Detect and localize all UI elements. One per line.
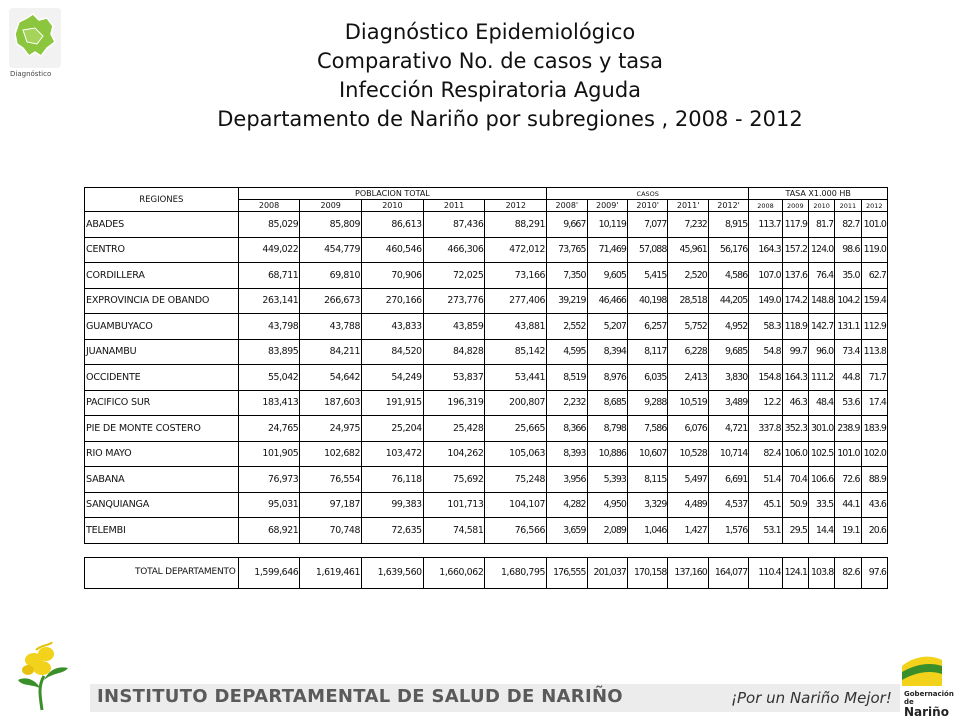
population-cell: 454,779 — [300, 237, 362, 263]
cases-year-header: 2009' — [587, 200, 627, 212]
population-cell: 187,603 — [300, 390, 362, 416]
rate-cell: 106.0 — [782, 441, 808, 467]
cases-cell: 28,518 — [668, 288, 708, 314]
gobernacion-text — [904, 690, 954, 719]
population-cell: 43,859 — [423, 314, 485, 340]
cases-cell: 7,350 — [547, 263, 587, 289]
population-cell: 76,554 — [300, 467, 362, 493]
cases-cell: 5,415 — [627, 263, 667, 289]
rate-cell: 82.7 — [835, 212, 861, 238]
rate-cell: 29.5 — [782, 518, 808, 544]
cases-cell: 39,219 — [547, 288, 587, 314]
population-cell: 105,063 — [485, 441, 547, 467]
cases-cell: 7,077 — [627, 212, 667, 238]
rate-cell: 98.6 — [835, 237, 861, 263]
population-cell: 70,906 — [362, 263, 424, 289]
region-name-cell: TELEMBI — [85, 518, 239, 544]
population-cell: 449,022 — [238, 237, 300, 263]
cases-cell: 1,576 — [708, 518, 748, 544]
population-cell: 196,319 — [423, 390, 485, 416]
population-year-header: 2008 — [238, 200, 300, 212]
cases-cell: 1,046 — [627, 518, 667, 544]
population-cell: 460,546 — [362, 237, 424, 263]
rate-cell: 70.4 — [782, 467, 808, 493]
rate-cell: 102.0 — [861, 441, 887, 467]
cases-cell: 56,176 — [708, 237, 748, 263]
rate-cell: 101.0 — [835, 441, 861, 467]
cases-cell: 176,555 — [547, 557, 587, 588]
cases-cell: 3,956 — [547, 467, 587, 493]
total-row — [85, 557, 888, 588]
rate-cell: 149.0 — [749, 288, 782, 314]
population-cell: 75,248 — [485, 467, 547, 493]
rate-year-header: 2011 — [835, 200, 861, 212]
cases-cell: 8,519 — [547, 365, 587, 391]
rate-cell: 159.4 — [861, 288, 887, 314]
population-cell: 25,665 — [485, 416, 547, 442]
population-cell: 24,975 — [300, 416, 362, 442]
cases-cell: 46,466 — [587, 288, 627, 314]
slogan: ¡Por un Nariño Mejor! — [731, 689, 892, 707]
cases-year-header: 2011' — [668, 200, 708, 212]
region-name-cell: EXPROVINCIA DE OBANDO — [85, 288, 239, 314]
region-name-cell: SABANA — [85, 467, 239, 493]
population-cell: 95,031 — [238, 492, 300, 518]
map-icon — [9, 8, 61, 68]
page-title — [100, 18, 880, 134]
population-year-header: 2009 — [300, 200, 362, 212]
population-cell: 43,881 — [485, 314, 547, 340]
population-cell: 277,406 — [485, 288, 547, 314]
cases-cell: 40,198 — [627, 288, 667, 314]
population-cell: 97,187 — [300, 492, 362, 518]
rate-cell: 82.4 — [749, 441, 782, 467]
rate-cell: 20.6 — [861, 518, 887, 544]
table-row — [85, 441, 888, 467]
rate-cell: 104.2 — [835, 288, 861, 314]
rate-cell: 76.4 — [808, 263, 834, 289]
institution-name: INSTITUTO DEPARTAMENTAL DE SALUD DE NARIÑO — [97, 686, 623, 707]
cases-cell: 4,282 — [547, 492, 587, 518]
title-line-2: Comparativo No. de casos y tasa — [317, 49, 663, 73]
region-name-cell: PACIFICO SUR — [85, 390, 239, 416]
cases-cell: 9,667 — [547, 212, 587, 238]
rate-cell: 43.6 — [861, 492, 887, 518]
table-row — [85, 390, 888, 416]
cases-cell: 9,605 — [587, 263, 627, 289]
population-cell: 69,810 — [300, 263, 362, 289]
cases-cell: 45,961 — [668, 237, 708, 263]
population-cell: 87,436 — [423, 212, 485, 238]
rate-cell: 148.8 — [808, 288, 834, 314]
population-cell: 85,142 — [485, 339, 547, 365]
institute-flower-logo — [14, 640, 72, 712]
rate-cell: 50.9 — [782, 492, 808, 518]
rate-cell: 53.1 — [749, 518, 782, 544]
population-cell: 76,118 — [362, 467, 424, 493]
region-name-cell: RIO MAYO — [85, 441, 239, 467]
gobernacion-icon — [898, 650, 946, 690]
ira-table-container — [84, 187, 888, 589]
rate-cell: 44.8 — [835, 365, 861, 391]
rate-cell: 238.9 — [835, 416, 861, 442]
rate-cell: 12.2 — [749, 390, 782, 416]
population-cell: 99,383 — [362, 492, 424, 518]
cases-cell: 57,088 — [627, 237, 667, 263]
cases-cell: 6,076 — [668, 416, 708, 442]
rate-cell: 17.4 — [861, 390, 887, 416]
population-cell: 54,642 — [300, 365, 362, 391]
population-cell: 85,809 — [300, 212, 362, 238]
population-cell: 101,905 — [238, 441, 300, 467]
rate-cell: 33.5 — [808, 492, 834, 518]
cases-cell: 8,685 — [587, 390, 627, 416]
cases-cell: 6,035 — [627, 365, 667, 391]
logo-caption: Diagnóstico — [10, 70, 52, 78]
population-cell: 54,249 — [362, 365, 424, 391]
cases-cell: 5,393 — [587, 467, 627, 493]
rate-cell: 35.0 — [835, 263, 861, 289]
rate-cell: 54.8 — [749, 339, 782, 365]
table-group-header-row — [85, 188, 888, 200]
table-row — [85, 467, 888, 493]
population-cell: 1,639,560 — [362, 557, 424, 588]
population-cell: 1,660,062 — [423, 557, 485, 588]
cases-cell: 2,089 — [587, 518, 627, 544]
rate-cell: 119.0 — [861, 237, 887, 263]
population-cell: 53,837 — [423, 365, 485, 391]
title-line-1: Diagnóstico Epidemiológico — [344, 20, 636, 44]
rate-cell: 99.7 — [782, 339, 808, 365]
population-cell: 266,673 — [300, 288, 362, 314]
rate-cell: 14.4 — [808, 518, 834, 544]
population-cell: 466,306 — [423, 237, 485, 263]
rate-cell: 46.3 — [782, 390, 808, 416]
cases-cell: 3,489 — [708, 390, 748, 416]
rate-cell: 62.7 — [861, 263, 887, 289]
cases-cell: 10,886 — [587, 441, 627, 467]
cases-cell: 137,160 — [668, 557, 708, 588]
cases-cell: 6,228 — [668, 339, 708, 365]
population-cell: 83,895 — [238, 339, 300, 365]
population-cell: 76,566 — [485, 518, 547, 544]
population-cell: 55,042 — [238, 365, 300, 391]
population-cell: 85,029 — [238, 212, 300, 238]
cases-cell: 2,552 — [547, 314, 587, 340]
spacer-row — [85, 543, 888, 557]
population-year-header: 2010 — [362, 200, 424, 212]
population-cell: 104,262 — [423, 441, 485, 467]
gobernacion-small: Gobernación de — [904, 690, 954, 706]
cases-cell: 8,366 — [547, 416, 587, 442]
table-body — [85, 212, 888, 589]
rate-cell: 113.8 — [861, 339, 887, 365]
population-cell: 101,713 — [423, 492, 485, 518]
rate-cell: 137.6 — [782, 263, 808, 289]
cases-cell: 10,607 — [627, 441, 667, 467]
cases-cell: 164,077 — [708, 557, 748, 588]
population-cell: 73,166 — [485, 263, 547, 289]
rate-cell: 157.2 — [782, 237, 808, 263]
population-year-header: 2011 — [423, 200, 485, 212]
cases-cell: 10,119 — [587, 212, 627, 238]
population-cell: 104,107 — [485, 492, 547, 518]
rate-cell: 88.9 — [861, 467, 887, 493]
rate-cell: 45.1 — [749, 492, 782, 518]
population-cell: 86,613 — [362, 212, 424, 238]
region-name-cell: TOTAL DEPARTAMENTO — [85, 557, 239, 588]
table-row — [85, 314, 888, 340]
table-row — [85, 237, 888, 263]
population-cell: 88,291 — [485, 212, 547, 238]
rate-cell: 164.3 — [749, 237, 782, 263]
rate-cell: 81.7 — [808, 212, 834, 238]
rate-cell: 106.6 — [808, 467, 834, 493]
flower-icon — [14, 640, 72, 712]
rate-cell: 124.1 — [782, 557, 808, 588]
cases-cell: 170,158 — [627, 557, 667, 588]
population-cell: 53,441 — [485, 365, 547, 391]
population-cell: 74,581 — [423, 518, 485, 544]
population-year-header: 2012 — [485, 200, 547, 212]
population-cell: 43,788 — [300, 314, 362, 340]
population-cell: 200,807 — [485, 390, 547, 416]
cases-cell: 9,288 — [627, 390, 667, 416]
rate-cell: 301.0 — [808, 416, 834, 442]
title-line-3: Infección Respiratoria Aguda — [338, 78, 642, 102]
rate-cell: 101.0 — [861, 212, 887, 238]
region-name-cell: GUAMBUYACO — [85, 314, 239, 340]
population-cell: 263,141 — [238, 288, 300, 314]
population-cell: 472,012 — [485, 237, 547, 263]
ira-data-table — [84, 187, 888, 589]
table-row — [85, 416, 888, 442]
region-name-cell: JUANAMBU — [85, 339, 239, 365]
rate-cell: 142.7 — [808, 314, 834, 340]
cases-cell: 4,721 — [708, 416, 748, 442]
rate-cell: 113.7 — [749, 212, 782, 238]
table-row — [85, 339, 888, 365]
region-name-cell: OCCIDENTE — [85, 365, 239, 391]
population-cell: 270,166 — [362, 288, 424, 314]
population-cell: 68,921 — [238, 518, 300, 544]
population-cell: 1,619,461 — [300, 557, 362, 588]
gobernacion-big: Nariño — [904, 705, 949, 719]
population-cell: 76,973 — [238, 467, 300, 493]
cases-cell: 44,205 — [708, 288, 748, 314]
rate-cell: 112.9 — [861, 314, 887, 340]
rate-cell: 131.1 — [835, 314, 861, 340]
cases-cell: 5,207 — [587, 314, 627, 340]
cases-header: CASOS — [547, 188, 749, 200]
rate-cell: 352.3 — [782, 416, 808, 442]
cases-cell: 4,952 — [708, 314, 748, 340]
cases-cell: 10,528 — [668, 441, 708, 467]
cases-cell: 6,257 — [627, 314, 667, 340]
table-row — [85, 263, 888, 289]
region-name-cell: PIE DE MONTE COSTERO — [85, 416, 239, 442]
population-cell: 102,682 — [300, 441, 362, 467]
cases-cell: 10,714 — [708, 441, 748, 467]
population-header: POBLACION TOTAL — [238, 188, 546, 200]
rate-cell: 102.5 — [808, 441, 834, 467]
table-row — [85, 492, 888, 518]
rate-cell: 19.1 — [835, 518, 861, 544]
cases-cell: 2,413 — [668, 365, 708, 391]
cases-year-header: 2008' — [547, 200, 587, 212]
rate-cell: 97.6 — [861, 557, 887, 588]
rate-cell: 72.6 — [835, 467, 861, 493]
rate-cell: 154.8 — [749, 365, 782, 391]
table-row — [85, 518, 888, 544]
cases-cell: 4,595 — [547, 339, 587, 365]
rate-cell: 183.9 — [861, 416, 887, 442]
rate-year-header: 2010 — [808, 200, 834, 212]
cases-cell: 71,469 — [587, 237, 627, 263]
population-cell: 84,520 — [362, 339, 424, 365]
regions-header: REGIONES — [85, 188, 239, 212]
population-cell: 273,776 — [423, 288, 485, 314]
rate-cell: 117.9 — [782, 212, 808, 238]
cases-cell: 8,393 — [547, 441, 587, 467]
rate-cell: 58.3 — [749, 314, 782, 340]
table-row — [85, 212, 888, 238]
table-row — [85, 288, 888, 314]
population-cell: 191,915 — [362, 390, 424, 416]
cases-cell: 2,232 — [547, 390, 587, 416]
population-cell: 84,828 — [423, 339, 485, 365]
rate-header: TASA X1.000 HB — [749, 188, 888, 200]
cases-cell: 4,489 — [668, 492, 708, 518]
rate-year-header: 2012 — [861, 200, 887, 212]
rate-cell: 71.7 — [861, 365, 887, 391]
rate-cell: 103.8 — [808, 557, 834, 588]
rate-cell: 107.0 — [749, 263, 782, 289]
population-cell: 68,711 — [238, 263, 300, 289]
rate-cell: 96.0 — [808, 339, 834, 365]
cases-cell: 8,798 — [587, 416, 627, 442]
rate-cell: 124.0 — [808, 237, 834, 263]
region-name-cell: CENTRO — [85, 237, 239, 263]
rate-cell: 73.4 — [835, 339, 861, 365]
population-cell: 103,472 — [362, 441, 424, 467]
cases-year-header: 2012' — [708, 200, 748, 212]
population-cell: 72,025 — [423, 263, 485, 289]
rate-cell: 110.4 — [749, 557, 782, 588]
cases-cell: 73,765 — [547, 237, 587, 263]
population-cell: 25,204 — [362, 416, 424, 442]
rate-cell: 118.9 — [782, 314, 808, 340]
rate-cell: 51.4 — [749, 467, 782, 493]
cases-cell: 8,915 — [708, 212, 748, 238]
rate-cell: 44.1 — [835, 492, 861, 518]
rate-cell: 111.2 — [808, 365, 834, 391]
population-cell: 70,748 — [300, 518, 362, 544]
cases-cell: 8,115 — [627, 467, 667, 493]
rate-cell: 48.4 — [808, 390, 834, 416]
cases-cell: 7,232 — [668, 212, 708, 238]
population-cell: 43,833 — [362, 314, 424, 340]
cases-cell: 3,329 — [627, 492, 667, 518]
cases-cell: 4,537 — [708, 492, 748, 518]
population-cell: 1,599,646 — [238, 557, 300, 588]
cases-cell: 5,752 — [668, 314, 708, 340]
rate-cell: 82.6 — [835, 557, 861, 588]
rate-cell: 174.2 — [782, 288, 808, 314]
spacer-cell — [85, 543, 888, 557]
population-cell: 75,692 — [423, 467, 485, 493]
cases-cell: 3,659 — [547, 518, 587, 544]
population-cell: 72,635 — [362, 518, 424, 544]
title-line-4: Departamento de Nariño por subregiones , 2008 - 2012 — [217, 107, 803, 131]
cases-cell: 8,976 — [587, 365, 627, 391]
region-name-cell: ABADES — [85, 212, 239, 238]
table-row — [85, 365, 888, 391]
population-cell: 24,765 — [238, 416, 300, 442]
cases-year-header: 2010' — [627, 200, 667, 212]
region-name-cell: CORDILLERA — [85, 263, 239, 289]
population-cell: 25,428 — [423, 416, 485, 442]
cases-cell: 2,520 — [668, 263, 708, 289]
rate-cell: 164.3 — [782, 365, 808, 391]
cases-cell: 4,950 — [587, 492, 627, 518]
narino-map-logo — [9, 8, 61, 68]
cases-cell: 10,519 — [668, 390, 708, 416]
cases-cell: 7,586 — [627, 416, 667, 442]
population-cell: 183,413 — [238, 390, 300, 416]
cases-cell: 4,586 — [708, 263, 748, 289]
cases-cell: 5,497 — [668, 467, 708, 493]
cases-cell: 3,830 — [708, 365, 748, 391]
cases-cell: 8,117 — [627, 339, 667, 365]
cases-cell: 8,394 — [587, 339, 627, 365]
population-cell: 43,798 — [238, 314, 300, 340]
cases-cell: 6,691 — [708, 467, 748, 493]
population-cell: 84,211 — [300, 339, 362, 365]
cases-cell: 201,037 — [587, 557, 627, 588]
rate-year-header: 2009 — [782, 200, 808, 212]
region-name-cell: SANQUIANGA — [85, 492, 239, 518]
cases-cell: 9,685 — [708, 339, 748, 365]
cases-cell: 1,427 — [668, 518, 708, 544]
rate-year-header: 2008 — [749, 200, 782, 212]
population-cell: 1,680,795 — [485, 557, 547, 588]
rate-cell: 337.8 — [749, 416, 782, 442]
rate-cell: 53.6 — [835, 390, 861, 416]
